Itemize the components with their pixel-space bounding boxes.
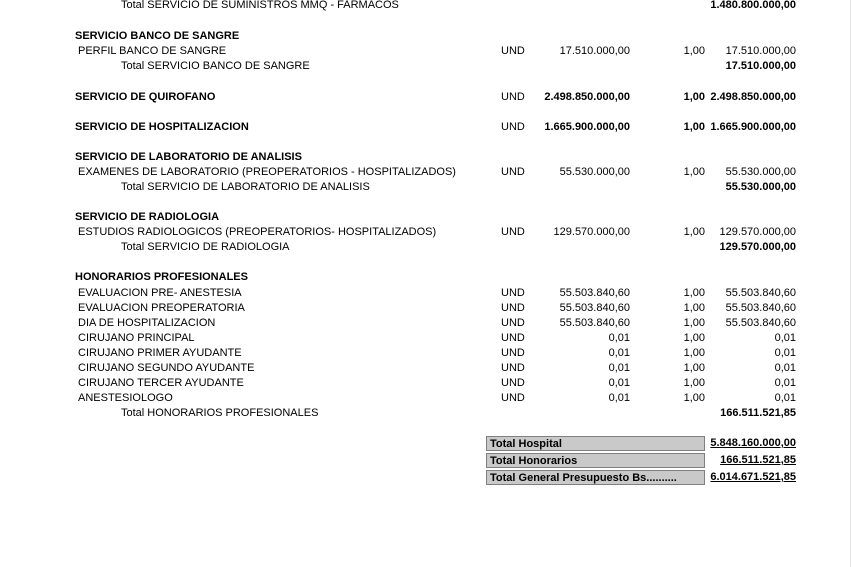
price-cell: 55.503.840,60: [559, 317, 630, 329]
unit-cell: UND: [501, 166, 525, 178]
amount-cell: 0,01: [774, 332, 796, 344]
section-title: SERVICIO DE QUIROFANO: [75, 91, 216, 103]
section-header: [0, 210, 851, 224]
item-description: CIRUJANO SEGUNDO AYUDANTE: [78, 362, 255, 374]
section-title: SERVICIO DE LABORATORIO DE ANALISIS: [75, 151, 302, 163]
total-label: Total SERVICIO DE LABORATORIO DE ANALISIS: [121, 181, 370, 193]
price-cell: 1.665.900.000,00: [544, 121, 630, 133]
item-description: DIA DE HOSPITALIZACION: [78, 317, 216, 329]
item-description: CIRUJANO TERCER AYUDANTE: [78, 377, 244, 389]
qty-cell: 1,00: [683, 392, 705, 404]
qty-cell: 1,00: [683, 347, 705, 359]
total-label: Total SERVICIO DE RADIOLOGIA: [121, 241, 290, 253]
item-description: CIRUJANO PRIMER AYUDANTE: [78, 347, 242, 359]
table-row: [0, 361, 851, 375]
table-row: [0, 346, 851, 360]
item-description: CIRUJANO PRINCIPAL: [78, 332, 195, 344]
section-title: SERVICIO DE RADIOLOGIA: [75, 211, 220, 223]
unit-cell: UND: [501, 332, 525, 344]
total-label: Total SERVICIO DE SUMINISTROS MMQ - FARMACOS: [121, 0, 399, 11]
summary-label: Total General Presupuesto Bs..........: [486, 470, 705, 485]
qty-cell: 1,00: [683, 287, 705, 299]
qty-cell: 1,00: [683, 362, 705, 374]
table-row: [0, 391, 851, 405]
total-row: [0, 180, 851, 194]
amount-cell: 0,01: [774, 377, 796, 389]
unit-cell: UND: [501, 287, 525, 299]
amount-cell: 55.503.840,60: [725, 317, 796, 329]
price-cell: 55.530.000,00: [559, 166, 630, 178]
section-header: [0, 29, 851, 43]
price-cell: 55.503.840,60: [559, 302, 630, 314]
summary-row-honorarios: [486, 453, 796, 470]
unit-cell: UND: [501, 377, 525, 389]
qty-cell: 1,00: [683, 121, 705, 133]
price-cell: 0,01: [608, 377, 630, 389]
qty-cell: 1,00: [683, 317, 705, 329]
unit-cell: UND: [501, 121, 525, 133]
section-header: [0, 270, 851, 284]
qty-cell: 1,00: [683, 377, 705, 389]
amount-cell: 129.570.000,00: [719, 226, 796, 238]
summary-value: 5.848.160.000,00: [710, 437, 796, 449]
price-cell: 0,01: [608, 392, 630, 404]
item-description: PERFIL BANCO DE SANGRE: [78, 45, 227, 57]
section-header: [0, 150, 851, 164]
unit-cell: UND: [501, 347, 525, 359]
amount-cell: 0,01: [774, 362, 796, 374]
price-cell: 55.503.840,60: [559, 287, 630, 299]
qty-cell: 1,00: [683, 332, 705, 344]
total-amount: 17.510.000,00: [725, 60, 796, 72]
total-row: [0, 406, 851, 420]
section-title: SERVICIO DE HOSPITALIZACION: [75, 121, 249, 133]
table-row: [0, 165, 851, 179]
table-row: [0, 316, 851, 330]
total-row: [0, 59, 851, 73]
table-row: [0, 301, 851, 315]
price-cell: 0,01: [608, 362, 630, 374]
summary-table: [486, 436, 796, 487]
amount-cell: 2.498.850.000,00: [710, 91, 796, 103]
summary-label: Total Hospital: [486, 436, 705, 451]
item-description: ANESTESIOLOGO: [78, 392, 173, 404]
summary-row-general: [486, 470, 796, 487]
section-header: [0, 120, 851, 134]
total-label: Total HONORARIOS PROFESIONALES: [121, 407, 319, 419]
item-description: ESTUDIOS RADIOLOGICOS (PREOPERATORIOS- HOSPITALIZADOS): [78, 226, 437, 238]
table-row: [0, 225, 851, 239]
total-amount: 55.530.000,00: [725, 181, 796, 193]
total-row: [0, 0, 851, 12]
unit-cell: UND: [501, 317, 525, 329]
total-label: Total SERVICIO BANCO DE SANGRE: [121, 60, 310, 72]
qty-cell: 1,00: [683, 226, 705, 238]
summary-row-hospital: [486, 436, 796, 453]
price-cell: 129.570.000,00: [553, 226, 630, 238]
amount-cell: 55.503.840,60: [725, 287, 796, 299]
unit-cell: UND: [501, 226, 525, 238]
unit-cell: UND: [501, 45, 525, 57]
total-amount: 129.570.000,00: [719, 241, 796, 253]
qty-cell: 1,00: [683, 302, 705, 314]
amount-cell: 55.503.840,60: [725, 302, 796, 314]
price-cell: 2.498.850.000,00: [544, 91, 630, 103]
price-cell: 0,01: [608, 347, 630, 359]
amount-cell: 1.665.900.000,00: [710, 121, 796, 133]
unit-cell: UND: [501, 362, 525, 374]
total-amount: 1.480.800.000,00: [710, 0, 796, 11]
item-description: EVALUACION PREOPERATORIA: [78, 302, 245, 314]
section-title: SERVICIO BANCO DE SANGRE: [75, 30, 240, 42]
section-title: HONORARIOS PROFESIONALES: [75, 271, 248, 283]
unit-cell: UND: [501, 302, 525, 314]
item-description: EXAMENES DE LABORATORIO (PREOPERATORIOS - HOSPITALIZADOS): [78, 166, 456, 178]
qty-cell: 1,00: [683, 91, 705, 103]
table-row: [0, 376, 851, 390]
table-row: [0, 331, 851, 345]
unit-cell: UND: [501, 91, 525, 103]
qty-cell: 1,00: [683, 166, 705, 178]
summary-value: 166.511.521,85: [720, 454, 796, 466]
amount-cell: 0,01: [774, 392, 796, 404]
table-row: [0, 44, 851, 58]
total-amount: 166.511.521,85: [720, 407, 796, 419]
table-row: [0, 286, 851, 300]
summary-value: 6.014.671.521,85: [710, 471, 796, 483]
price-cell: 17.510.000,00: [559, 45, 630, 57]
amount-cell: 17.510.000,00: [725, 45, 796, 57]
section-header: [0, 90, 851, 104]
price-cell: 0,01: [608, 332, 630, 344]
item-description: EVALUACION PRE- ANESTESIA: [78, 287, 242, 299]
unit-cell: UND: [501, 392, 525, 404]
total-row: [0, 240, 851, 254]
qty-cell: 1,00: [683, 45, 705, 57]
amount-cell: 0,01: [774, 347, 796, 359]
amount-cell: 55.530.000,00: [725, 166, 796, 178]
summary-label: Total Honorarios: [486, 453, 705, 468]
